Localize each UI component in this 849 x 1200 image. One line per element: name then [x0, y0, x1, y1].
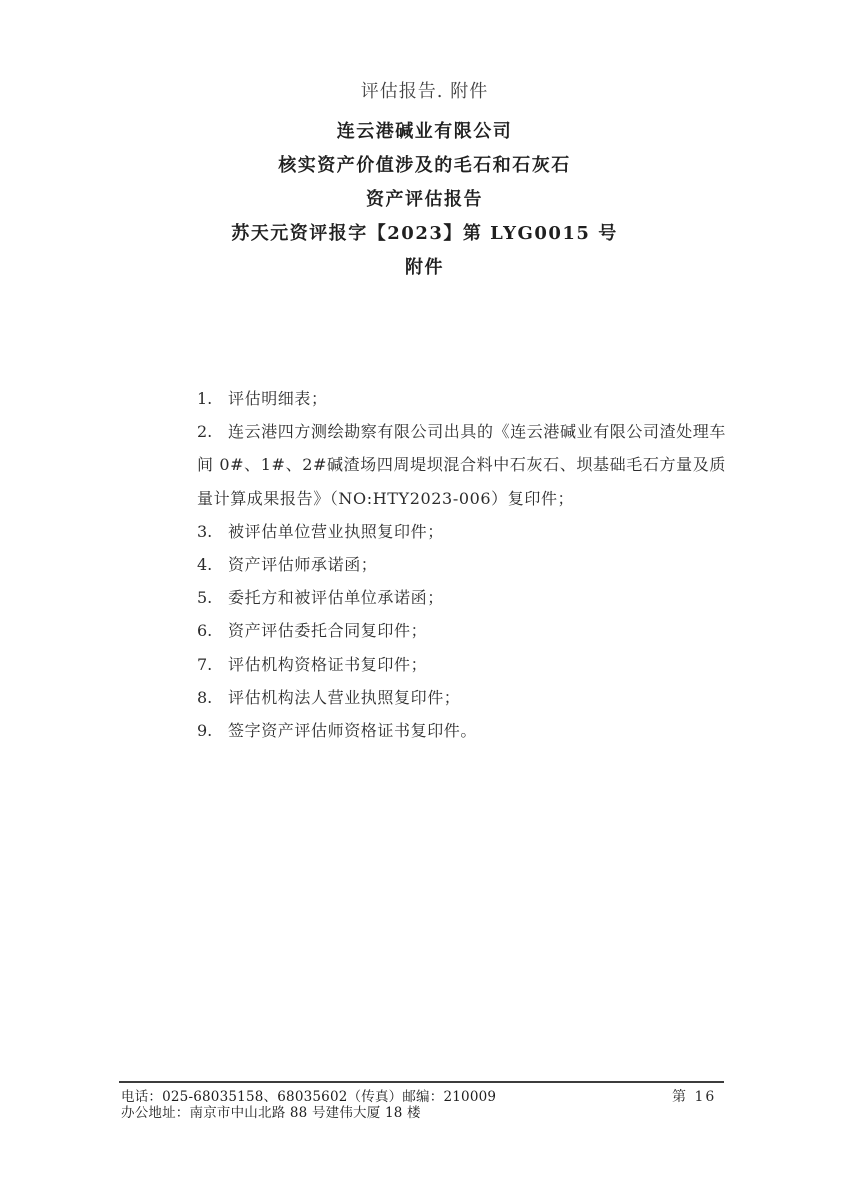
list-item-text: 资产评估师承诺函；	[228, 555, 378, 575]
list-item-number: 6.	[197, 621, 213, 641]
list-item-number: 7.	[197, 654, 213, 674]
list-item-text: 评估机构资格证书复印件；	[228, 654, 428, 674]
attachment-list	[197, 382, 726, 747]
list-item	[197, 382, 726, 415]
list-item	[197, 714, 726, 747]
page-number: 第 16	[672, 1089, 717, 1105]
list-item	[197, 415, 726, 515]
report-header	[0, 81, 849, 291]
list-item-text: 资产评估委托合同复印件；	[228, 621, 428, 641]
list-item-number: 3.	[197, 521, 213, 541]
company-name: 连云港碱业有限公司	[336, 121, 513, 142]
list-item	[197, 614, 726, 647]
list-item	[197, 681, 726, 714]
report-number: 苏天元资评报字【2023】第 LYG0015 号	[231, 223, 618, 244]
list-item-text: 签字资产评估师资格证书复印件。	[228, 721, 478, 741]
footer-divider	[119, 1081, 724, 1083]
footer-phone-line: 电话：025-68035158、68035602（传真）邮编：210009	[121, 1089, 497, 1105]
section-title: 附件	[405, 257, 444, 278]
doc-label: 评估报告. 附件	[360, 81, 489, 102]
report-subject: 核实资产价值涉及的毛石和石灰石	[278, 155, 571, 176]
footer-address-line: 办公地址：南京市中山北路 88 号建伟大厦 18 楼	[121, 1105, 421, 1121]
list-item	[197, 548, 726, 581]
list-item-number: 9.	[197, 721, 213, 741]
list-item-text: 评估机构法人营业执照复印件；	[228, 687, 461, 707]
list-item-text: 被评估单位营业执照复印件；	[228, 521, 444, 541]
list-item-number: 1.	[197, 389, 213, 408]
list-item-text: 委托方和被评估单位承诺函；	[228, 588, 444, 608]
list-item-number: 2.	[197, 422, 213, 442]
list-item-number: 4.	[197, 555, 213, 575]
list-item-number: 5.	[197, 588, 213, 608]
report-type: 资产评估报告	[366, 189, 483, 210]
list-item-number: 8.	[197, 687, 213, 707]
list-item	[197, 515, 726, 548]
list-item-text: 评估明细表；	[228, 389, 328, 408]
list-item-text: 连云港四方测绘勘察有限公司出具的《连云港碱业有限公司渣处理车间 0#、1#、2#碱渣场四周堤坝混合料中石灰石、坝基础毛石方量及质量计算成果报告》（NO:HTY2023-006）复印件；	[197, 422, 727, 508]
list-item	[197, 648, 726, 681]
list-item	[197, 581, 726, 614]
